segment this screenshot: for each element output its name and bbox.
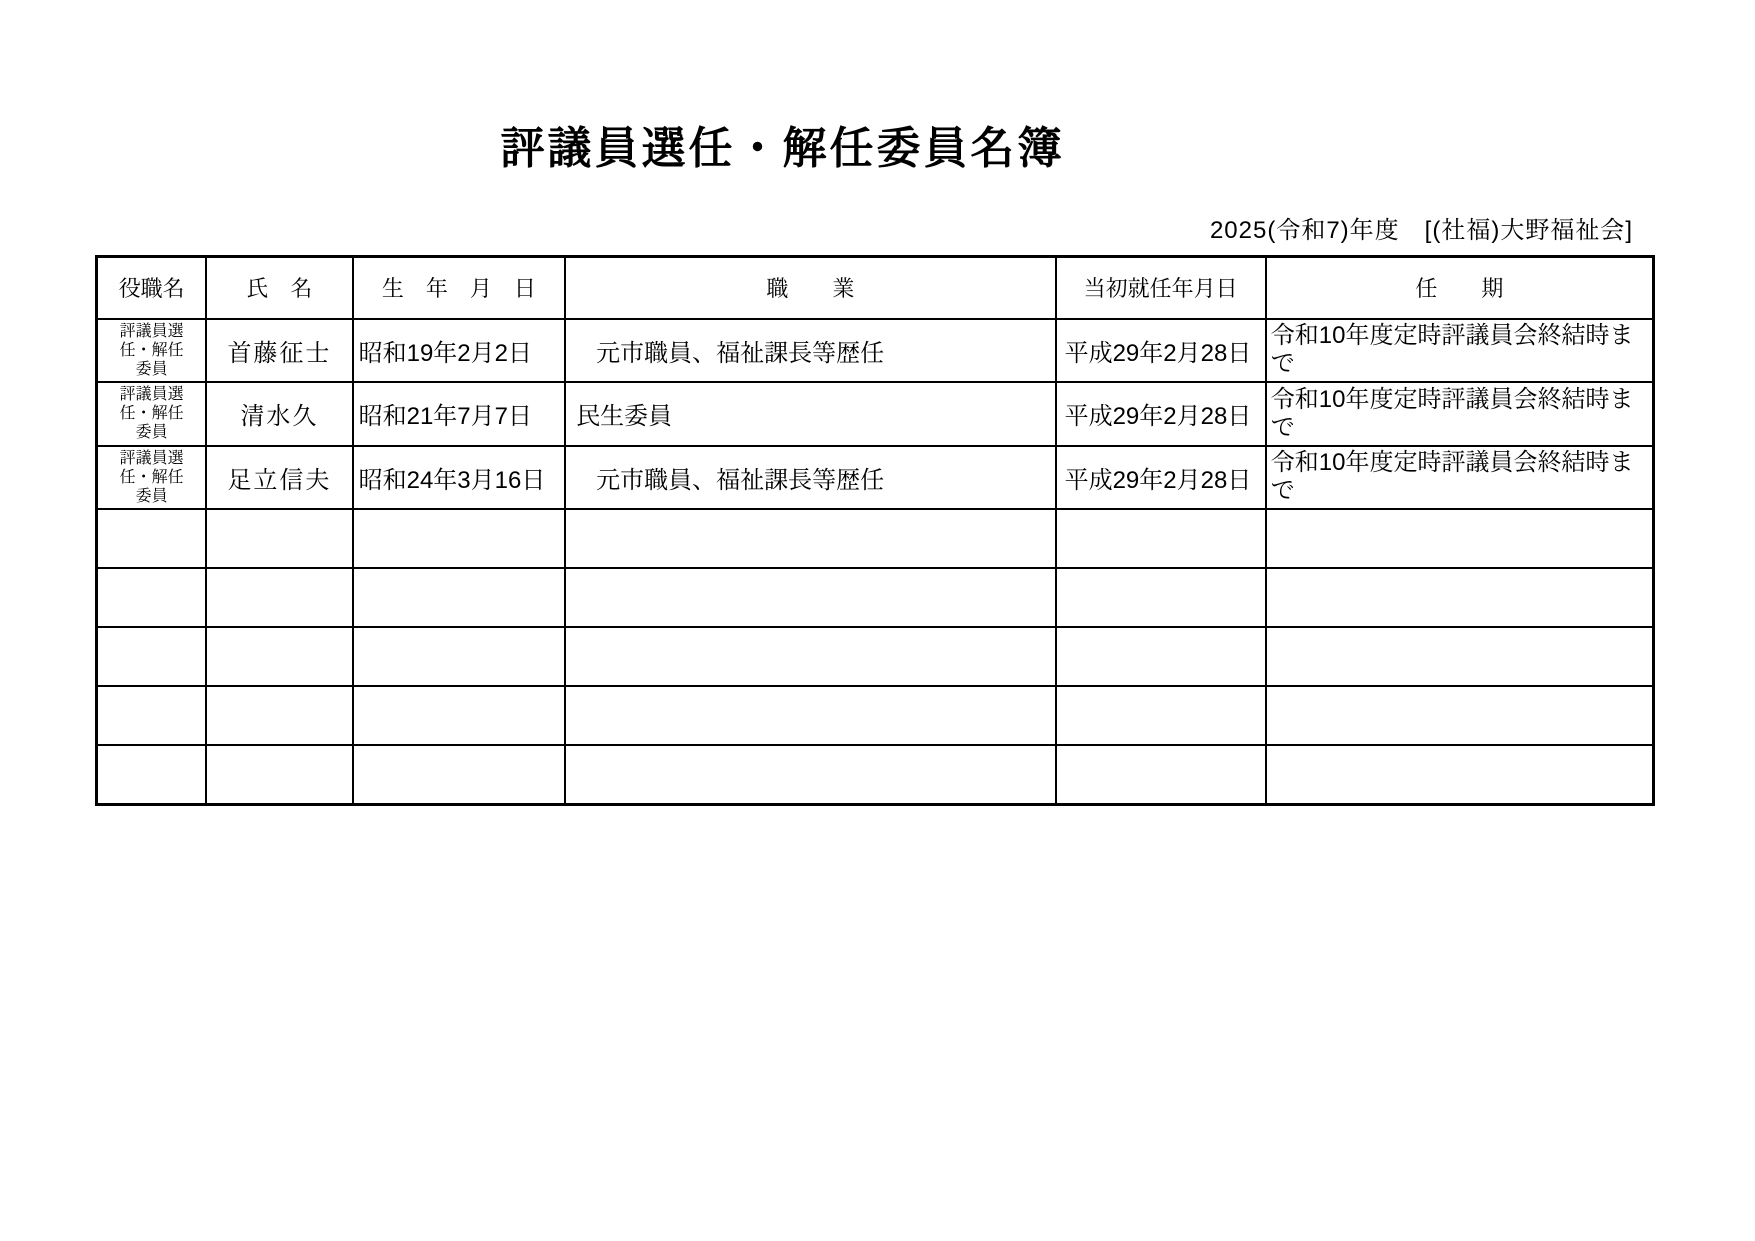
empty-cell	[353, 686, 566, 745]
empty-cell	[97, 627, 207, 686]
empty-cell	[97, 745, 207, 804]
empty-cell	[353, 509, 566, 568]
cell-term: 令和10年度定時評議員会終結時まで	[1266, 446, 1654, 510]
cell-birthdate: 昭和19年2月2日	[353, 319, 566, 383]
cell-term: 令和10年度定時評議員会終結時まで	[1266, 382, 1654, 446]
empty-row	[97, 745, 1654, 804]
empty-row	[97, 568, 1654, 627]
empty-cell	[353, 627, 566, 686]
empty-cell	[1056, 686, 1266, 745]
empty-cell	[1266, 686, 1654, 745]
cell-occupation: 民生委員	[565, 382, 1055, 446]
fiscal-year-note: 2025(令和7)年度 [(社福)大野福祉会]	[1209, 217, 1633, 244]
cell-birthdate: 昭和21年7月7日	[353, 382, 566, 446]
col-header-appointed: 当初就任年月日	[1056, 257, 1266, 319]
page-title: 評議員選任・解任委員名簿	[500, 124, 1065, 173]
col-header-occupation: 職 業	[565, 257, 1055, 319]
empty-row	[97, 627, 1654, 686]
empty-row	[97, 509, 1654, 568]
committee-roster-table	[95, 255, 1655, 806]
empty-cell	[353, 568, 566, 627]
cell-name: 首藤征士	[206, 319, 352, 383]
empty-cell	[206, 509, 352, 568]
cell-name: 清水久	[206, 382, 352, 446]
cell-appointed: 平成29年2月28日	[1056, 319, 1266, 383]
header-row	[97, 257, 1654, 319]
empty-cell	[565, 745, 1055, 804]
cell-occupation: 元市職員、福祉課長等歴任	[565, 319, 1055, 383]
cell-appointed: 平成29年2月28日	[1056, 382, 1266, 446]
table-row	[97, 319, 1654, 383]
col-header-name: 氏 名	[206, 257, 352, 319]
empty-cell	[1266, 509, 1654, 568]
cell-role: 評議員選任・解任委員	[97, 319, 207, 383]
table-row	[97, 382, 1654, 446]
col-header-role: 役職名	[97, 257, 207, 319]
cell-name: 足立信夫	[206, 446, 352, 510]
empty-cell	[1056, 745, 1266, 804]
empty-cell	[1056, 509, 1266, 568]
empty-cell	[1266, 627, 1654, 686]
table-row	[97, 446, 1654, 510]
empty-cell	[97, 509, 207, 568]
empty-cell	[565, 686, 1055, 745]
col-header-term: 任 期	[1266, 257, 1654, 319]
cell-role: 評議員選任・解任委員	[97, 446, 207, 510]
empty-cell	[1056, 627, 1266, 686]
empty-cell	[206, 745, 352, 804]
cell-term: 令和10年度定時評議員会終結時まで	[1266, 319, 1654, 383]
empty-cell	[97, 686, 207, 745]
cell-role: 評議員選任・解任委員	[97, 382, 207, 446]
col-header-birthdate: 生 年 月 日	[353, 257, 566, 319]
empty-cell	[97, 568, 207, 627]
empty-cell	[565, 627, 1055, 686]
empty-cell	[206, 627, 352, 686]
empty-cell	[1266, 568, 1654, 627]
cell-occupation: 元市職員、福祉課長等歴任	[565, 446, 1055, 510]
empty-cell	[1266, 745, 1654, 804]
empty-cell	[565, 509, 1055, 568]
empty-cell	[1056, 568, 1266, 627]
empty-cell	[206, 568, 352, 627]
empty-cell	[206, 686, 352, 745]
empty-cell	[565, 568, 1055, 627]
cell-appointed: 平成29年2月28日	[1056, 446, 1266, 510]
cell-birthdate: 昭和24年3月16日	[353, 446, 566, 510]
empty-row	[97, 686, 1654, 745]
empty-cell	[353, 745, 566, 804]
